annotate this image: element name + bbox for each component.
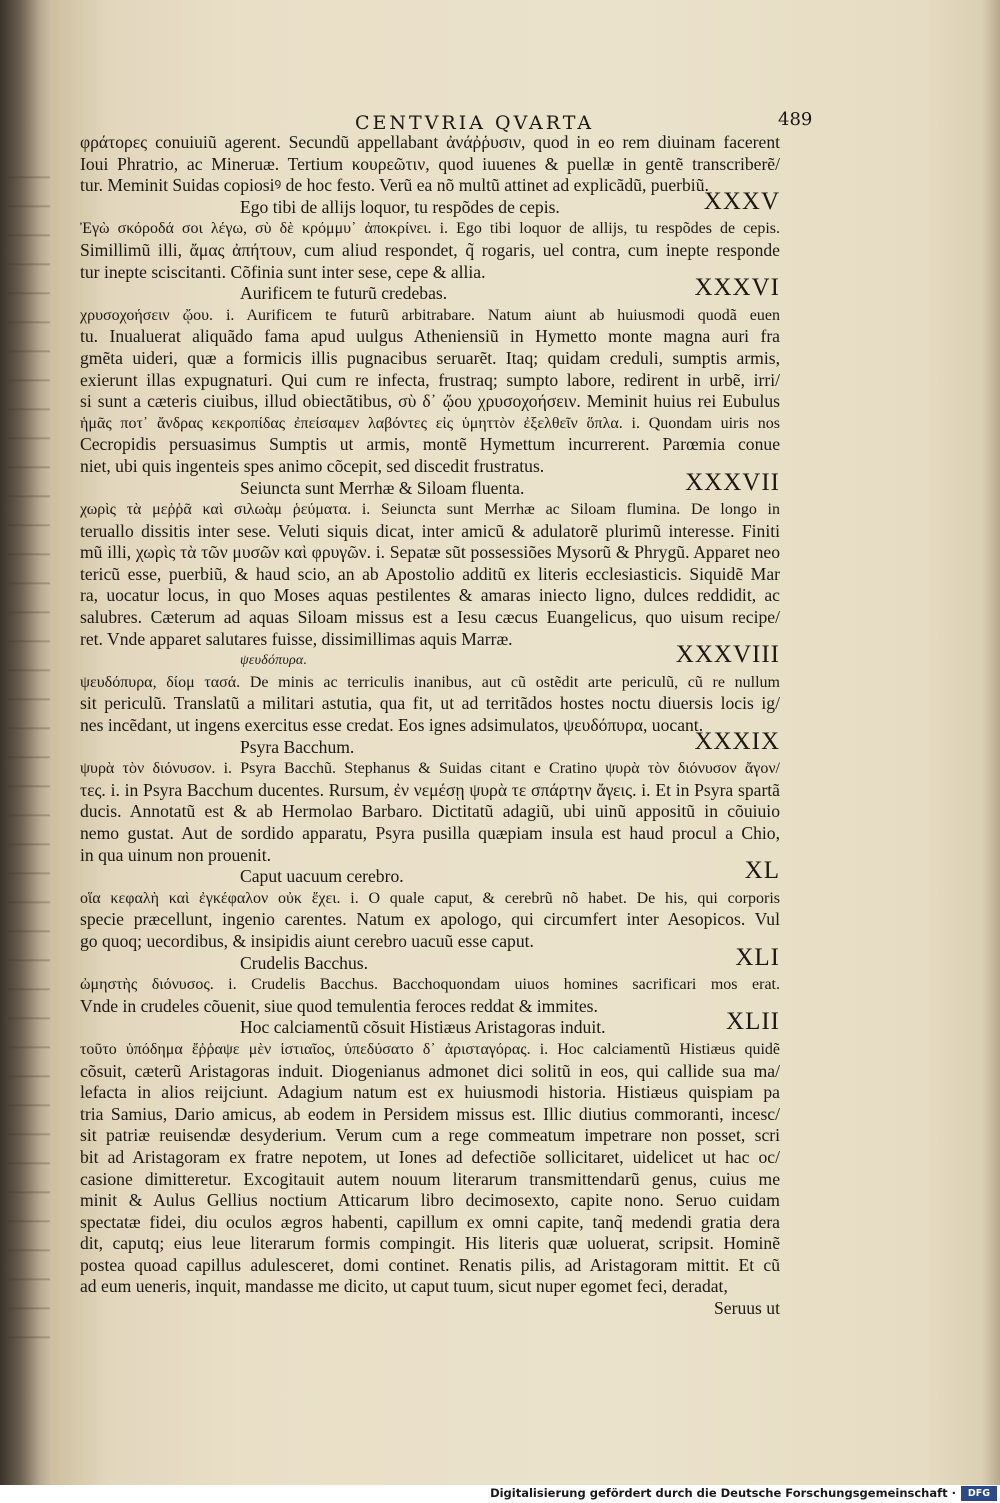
text-line: φράτορες conuiuiũ agerent. Secundũ appellabant ἀνάῤῥυσιν, quod in eo rem diuinam facerent: [80, 132, 780, 152]
greek-text-line: τοῦτο ὑπόδημα ἔῤῥαψε μὲν ἱστιαῖος, ὑπεδύσατο δ᾽ ἀρισταγόρας. i. Hoc calciamentũ Histiæus quidẽ: [80, 1040, 780, 1058]
greek-text-line: χρυσοχοήσειν ᾤου. i. Aurificem te futurũ arbitrabare. Natum aiunt ab huiusmodi quodã euen: [80, 306, 780, 324]
text-line: in qua uinum non prouenit.: [80, 844, 272, 865]
book-spine: [0, 0, 58, 1485]
adage-title: ψευδόπυρα.: [240, 653, 308, 669]
greek-text-line: οἵα κεφαλὴ καὶ ἐγκέφαλον οὐκ ἔχει. i. O quale caput, & cerebrũ nõ habet. De his, qui corporis: [80, 889, 780, 907]
text-line: sit patriæ reuisendæ desyderium. Verum cum a rege commeatum impetrare non posset, scri: [80, 1125, 780, 1146]
page-edge-shadow: [982, 0, 1000, 1485]
adage-heading: [80, 727, 780, 759]
adage-number: XXXVI: [694, 274, 780, 302]
text-line: niet, ubi quis ingenteis spes animo cõcepit, sed discedit frustratus.: [80, 455, 545, 476]
adage-title: Hoc calciamentũ cõsuit Histiæus Aristagoras induit.: [240, 1017, 606, 1038]
adage-number: XLII: [726, 1008, 780, 1036]
text-line: specie præcellunt, ingenio carentes. Natum ex apologo, qui circumfert inter Aesopicos. Vul: [80, 909, 780, 930]
adage-number: XXXIX: [694, 727, 780, 755]
adage-heading: [80, 857, 780, 888]
text-line: Ioui Phratrio, ac Mineruæ. Tertium κουρεῶτιν, quod iuuenes & puellæ in gentẽ transcriberẽ/: [80, 153, 780, 174]
text-line: casione dimitteretur. Excogitauit autem nouum literarum transmittendarũ genus, cuius me: [80, 1168, 780, 1189]
text-line: tur. Meminit Suidas copiosiꝰ de hoc festo. Verũ ea nõ multũ attinet ad explicãdũ, puerbiũ.: [80, 175, 709, 196]
text-line: spectatæ fidei, diu oculos ægros habenti, capillum ex omni capite, tanq̃ medendi gratia dera: [80, 1211, 780, 1232]
text-line: ad eum ueneris, inquit, mandasse me dicito, ut caput tuum, sicut nuper egomet feci, deradat,: [80, 1276, 728, 1297]
greek-text-line: ἡμᾶς ποτ᾽ ἄνδρας κεκροπίδας ἐπείσαμεν λαβόντες εἰς ὑμηττὸν ἐξελθεῖν ὅπλα. i. Quondam uiris nos: [80, 414, 780, 432]
text-line: teruallo dissitis inter sese. Veluti siquis dicat, inter amicũ & adulatorẽ plurimũ interesse. Finiti: [80, 520, 780, 541]
adage-number: XXXV: [703, 187, 780, 215]
greek-text-line: χωρὶς τὰ μεῤῥᾶ καὶ σιλωὰμ ῥεύματα. i. Seiuncta sunt Merrhæ ac Siloam flumina. De longo in: [80, 501, 780, 519]
adage-heading: [80, 274, 780, 305]
text-line: τες. i. in Psyra Bacchum ducentes. Rursum, ἐν νεμέσῃ ψυρὰ τε σπάρτην ἄγεις. i. Et in Psyra spartã: [80, 779, 780, 800]
dfg-logo-icon: DFG: [961, 1486, 997, 1501]
text-line: exierunt illas expugnaturi. Qui cum re infecta, frustraq; sumpto labore, redirent in urbẽ, irri/: [80, 369, 780, 390]
text-line: nemo gustat. Aut de sordido apparatu, Psyra pusilla quæpiam insula est haud procul a Chio,: [80, 823, 780, 843]
text-line: salubres. Cæterum ad aquas Siloam missus est a Iesu cæcus Euangelicus, quo uisum recipe/: [80, 607, 780, 628]
text-line: ducis. Annotatũ est & ab Hermolao Barbaro. Dictitatũ adagiũ, ubi uinũ appositũ in cõuiuio: [80, 801, 780, 822]
adage-heading: [80, 187, 780, 219]
adage-number: XXXVII: [685, 468, 780, 496]
digitization-footer: [0, 1485, 1000, 1503]
adage-number: XL: [744, 857, 780, 885]
adage-title: Psyra Bacchum.: [240, 736, 355, 757]
text-line: ret. Vnde apparet salutares fuisse, dissimillimas aquis Marræ.: [80, 628, 513, 649]
text-line: Simillimũ illi, ἄμας ἀπήτουν, cum aliud respondet, q̃ rogaris, uel contra, cum inepte responde: [80, 239, 780, 260]
text-line: nes incẽdant, ut ingens exercitus esse credat. Eos ignes adsimulatos, ψευδόπυρα, uocant.: [80, 715, 704, 736]
greek-text-line: Ἐγὼ σκόροδά σοι λέγω, σὺ δὲ κρόμμυ᾽ ἀποκρίνει. i. Ego tibi loquor de allijs, tu respõdes de cepis.: [80, 220, 780, 238]
text-line: bit ad Aristagoram ex fratre nepotem, ut Iones ad defectiõe sollicitaret, uidelicet ut hac oc/: [80, 1146, 780, 1167]
text-line: Vnde in crudeles cõuenit, siue quod temulentia feroces reddat & immites.: [80, 995, 598, 1016]
adage-title: Aurificem te futurũ credebas.: [240, 283, 448, 304]
adage-heading: [80, 468, 780, 500]
text-line: go quoq; uecordibus, & insipidis aiunt cerebro uacuũ esse caput.: [80, 930, 534, 951]
text-line: gmẽta uideri, quæ a formicis illis pugnacibus seruarẽt. Itaq; quidam creduli, sumptis armis,: [80, 347, 780, 368]
adage-heading: [80, 943, 780, 975]
text-line: tria Samius, Dario amicus, ab eodem in Persidem missus est. Illic diutius commoranti, incesc/: [80, 1103, 780, 1124]
text-line: sit periculũ. Translatũ a militari astutia, qua fit, ut ad territãdos hostes noctu diuersis locis ig/: [80, 693, 780, 714]
body-text: [80, 132, 780, 1320]
adage-number: XXXVIII: [675, 641, 780, 669]
greek-text-line: ὠμηστὴς διόνυσος. i. Crudelis Bacchus. Bacchoquondam uiuos homines sacrificari mos erat.: [80, 976, 780, 994]
text-line: ra, uocatur locus, in quo Moses aquas pestilentes & amaras iniecto ligno, dulces reddidit, ac: [80, 585, 780, 606]
text-line: mũ illi, χωρὶς τὰ τῶν μυσῶν καὶ φρυγῶν. i. Sepatæ sũt possessiões Mysorũ & Phrygũ. Apparet neo: [80, 542, 780, 563]
greek-text-line: ψυρὰ τὸν διόνυσον. i. Psyra Bacchũ. Stephanus & Suidas citant e Cratino ψυρὰ τὸν διόνυσον ἄγον/: [80, 760, 780, 778]
adage-heading: [80, 1008, 780, 1039]
catchword: Seruus ut: [714, 1298, 780, 1319]
text-line: dit, caputq; eius leue literarum formis compingit. His literis quæ uoluerat, scripsit. Hominẽ: [80, 1233, 780, 1254]
text-line: Cecropidis persuasimus Sumptis ut armis, montẽ Hymettum incurrerent. Parœmia conue: [80, 434, 780, 455]
text-line: tu. Inualuerat aliquãdo fama apud uulgus Atheniensiũ in Hymetto monte magna auri fra: [80, 326, 780, 347]
adage-title: Seiuncta sunt Merrhæ & Siloam fluenta.: [240, 477, 525, 498]
running-title: CENTVRIA QVARTA: [355, 112, 595, 134]
greek-text-line: ψευδόπυρα, δίομ τασά. De minis ac terriculis inanibus, aut cũ ostẽdit arte periculũ, cũ re nullum: [80, 673, 780, 691]
text-line: cõsuit, cæterũ Aristagoras induit. Diogenianus admonet dici solitũ in eos, qui callide sua ma/: [80, 1060, 780, 1081]
page-number: 489: [778, 109, 813, 130]
adage-title: Ego tibi de allijs loquor, tu respõdes de cepis.: [240, 196, 560, 217]
text-line: minit & Aulus Gellius noctium Atticarum libro decimosexto, capite nono. Seruo cuidam: [80, 1190, 780, 1211]
text-line: si sunt a cæteris ciuibus, illud obiectãtibus, σὺ δ᾽ ᾤου χρυσοχοήσειν. Meminit huius rei Eubulus: [80, 391, 780, 412]
text-line: postea quoad capillus adulesceret, domi continet. Renatis pilis, ad Aristagoram mittit. Et cũ: [80, 1254, 780, 1275]
text-line: tericũ esse, puerbiũ, & haud scio, an ab Apostolio additũ ex literis ecclesiasticis. Siquidẽ Mar: [80, 563, 780, 584]
adage-title: Crudelis Bacchus.: [240, 952, 369, 973]
adage-heading: [80, 641, 780, 672]
funding-credit: Digitalisierung gefördert durch die Deutsche Forschungsgemeinschaft ·: [490, 1486, 956, 1500]
adjacent-page-edge: [8, 150, 50, 1350]
text-line: tur inepte sciscitanti. Cõfinia sunt inter sese, cepe & allia.: [80, 261, 486, 282]
adage-title: Caput uacuum cerebro.: [240, 866, 404, 887]
adage-number: XLI: [735, 943, 780, 971]
text-line: lefacta in alios reijciunt. Adagium natum est ex huiusmodi historia. Histiæus quispiam pa: [80, 1082, 780, 1103]
